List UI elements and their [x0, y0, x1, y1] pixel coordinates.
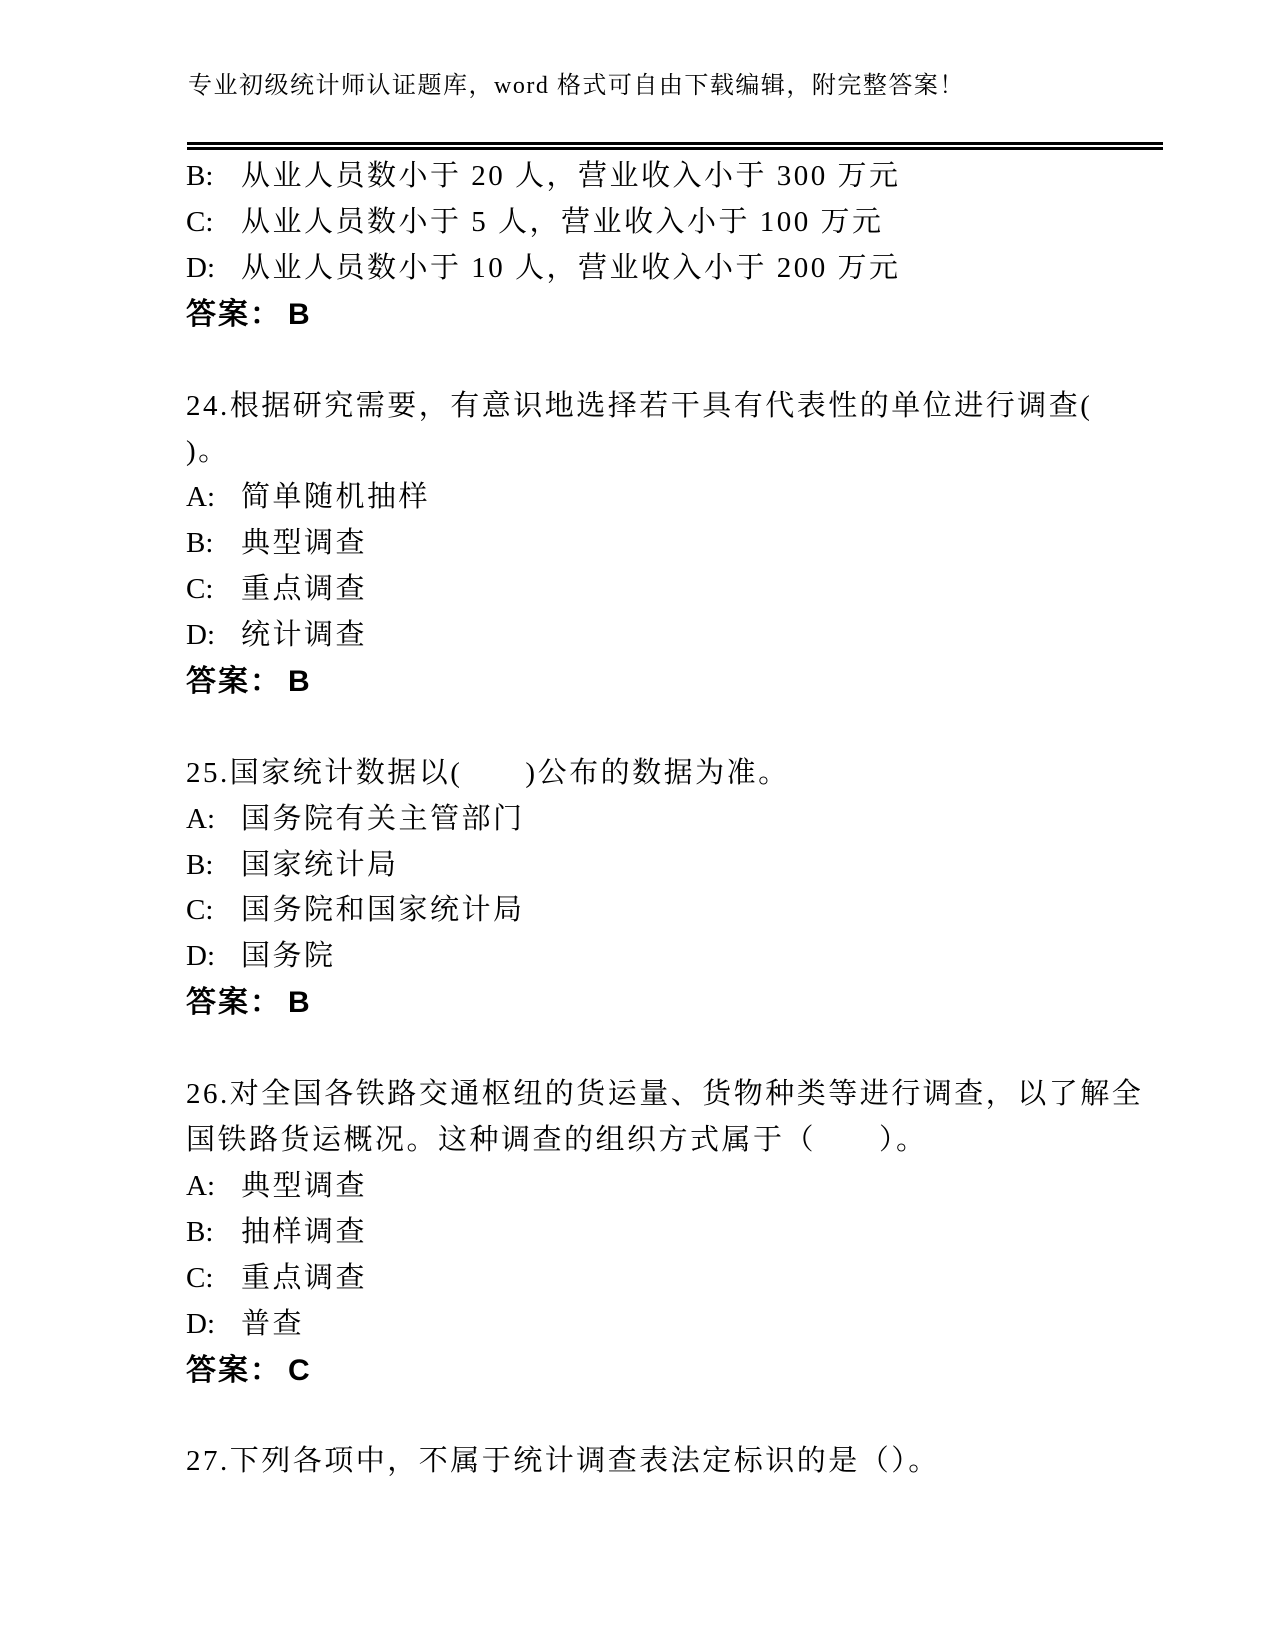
option-text: 统计调查 [241, 619, 368, 652]
answer-label: 答案： [186, 297, 282, 331]
blank-line [186, 705, 1226, 751]
question-stem-line: 国铁路货运概况。这种调查的组织方式属于（ ）。 [186, 1123, 928, 1156]
question-block [186, 751, 1226, 1026]
option-line [186, 888, 1226, 934]
option-text: 重点调查 [241, 1261, 368, 1294]
option-line [186, 797, 1226, 843]
option-line [186, 246, 1226, 292]
option-text: 抽样调查 [241, 1215, 368, 1248]
option-text: 典型调查 [241, 527, 368, 560]
option-line [186, 200, 1226, 246]
option-label: C: [186, 205, 214, 238]
option-line [186, 843, 1226, 889]
option-line [186, 934, 1226, 980]
question-block [186, 1072, 1226, 1393]
answer-value: C [288, 1353, 312, 1387]
answer-value: B [288, 986, 312, 1020]
option-line [186, 1302, 1226, 1348]
option-line [186, 613, 1226, 659]
option-label: B: [186, 160, 214, 192]
question-stem-line: )。 [186, 435, 230, 468]
option-text: 普查 [241, 1307, 305, 1340]
answer-line [186, 1348, 1226, 1394]
question-stem-line: 27.下列各项中，不属于统计调查表法定标识的是（）。 [186, 1445, 940, 1478]
option-text: 国务院和国家统计局 [241, 894, 525, 927]
question-block [186, 384, 1226, 705]
option-label: C: [186, 573, 214, 606]
option-line [186, 567, 1226, 613]
blank-line [186, 338, 1226, 384]
option-text: 典型调查 [241, 1169, 368, 1202]
question-stem-line: 26.对全国各铁路交通枢纽的货运量、货物种类等进行调查，以了解全 [186, 1078, 1144, 1111]
answer-line [186, 659, 1226, 705]
answer-line [186, 292, 1226, 338]
answer-line [186, 980, 1226, 1026]
option-line [186, 1210, 1226, 1256]
option-line [186, 154, 1226, 200]
option-label: A: [186, 481, 215, 514]
question-stem-line: 24.根据研究需要，有意识地选择若干具有代表性的单位进行调查( [186, 389, 1093, 422]
blank-line [186, 1393, 1226, 1439]
answer-value: B [288, 297, 312, 331]
question-stem-line: 25.国家统计数据以( )公布的数据为准。 [186, 756, 790, 789]
option-label: A: [186, 1169, 215, 1202]
option-line [186, 1256, 1226, 1302]
option-text: 国家统计局 [241, 848, 399, 881]
option-label: B: [186, 527, 214, 560]
question-block [186, 1439, 1226, 1485]
option-text: 国务院 [241, 940, 336, 973]
blank-line [186, 1026, 1226, 1072]
option-line [186, 1164, 1226, 1210]
option-label: B: [186, 848, 214, 881]
page-header-text: 专业初级统计师认证题库，word 格式可自由下载编辑，附完整答案！ [188, 73, 965, 99]
option-text: 从业人员数小于 10 人，营业收入小于 200 万元 [241, 251, 901, 284]
answer-label: 答案： [186, 986, 282, 1020]
option-label: D: [186, 1307, 215, 1340]
header-double-rule [187, 142, 1163, 150]
option-label: D: [186, 619, 215, 652]
option-text: 重点调查 [241, 573, 368, 606]
answer-label: 答案： [186, 664, 282, 698]
document-body [186, 154, 1226, 1485]
option-line [186, 521, 1226, 567]
option-text: 从业人员数小于 5 人，营业收入小于 100 万元 [241, 205, 884, 238]
option-text: 从业人员数小于 20 人，营业收入小于 300 万元 [241, 160, 901, 192]
option-line [186, 475, 1226, 521]
option-label: B: [186, 1215, 214, 1248]
option-label: D: [186, 251, 215, 284]
option-label: C: [186, 1261, 214, 1294]
answer-value: B [288, 664, 312, 698]
option-label: C: [186, 894, 214, 927]
option-text: 国务院有关主管部门 [241, 802, 525, 835]
answer-label: 答案： [186, 1353, 282, 1387]
option-label: A: [186, 802, 215, 835]
question-block [186, 154, 1226, 338]
option-label: D: [186, 940, 215, 973]
option-text: 简单随机抽样 [241, 481, 431, 514]
